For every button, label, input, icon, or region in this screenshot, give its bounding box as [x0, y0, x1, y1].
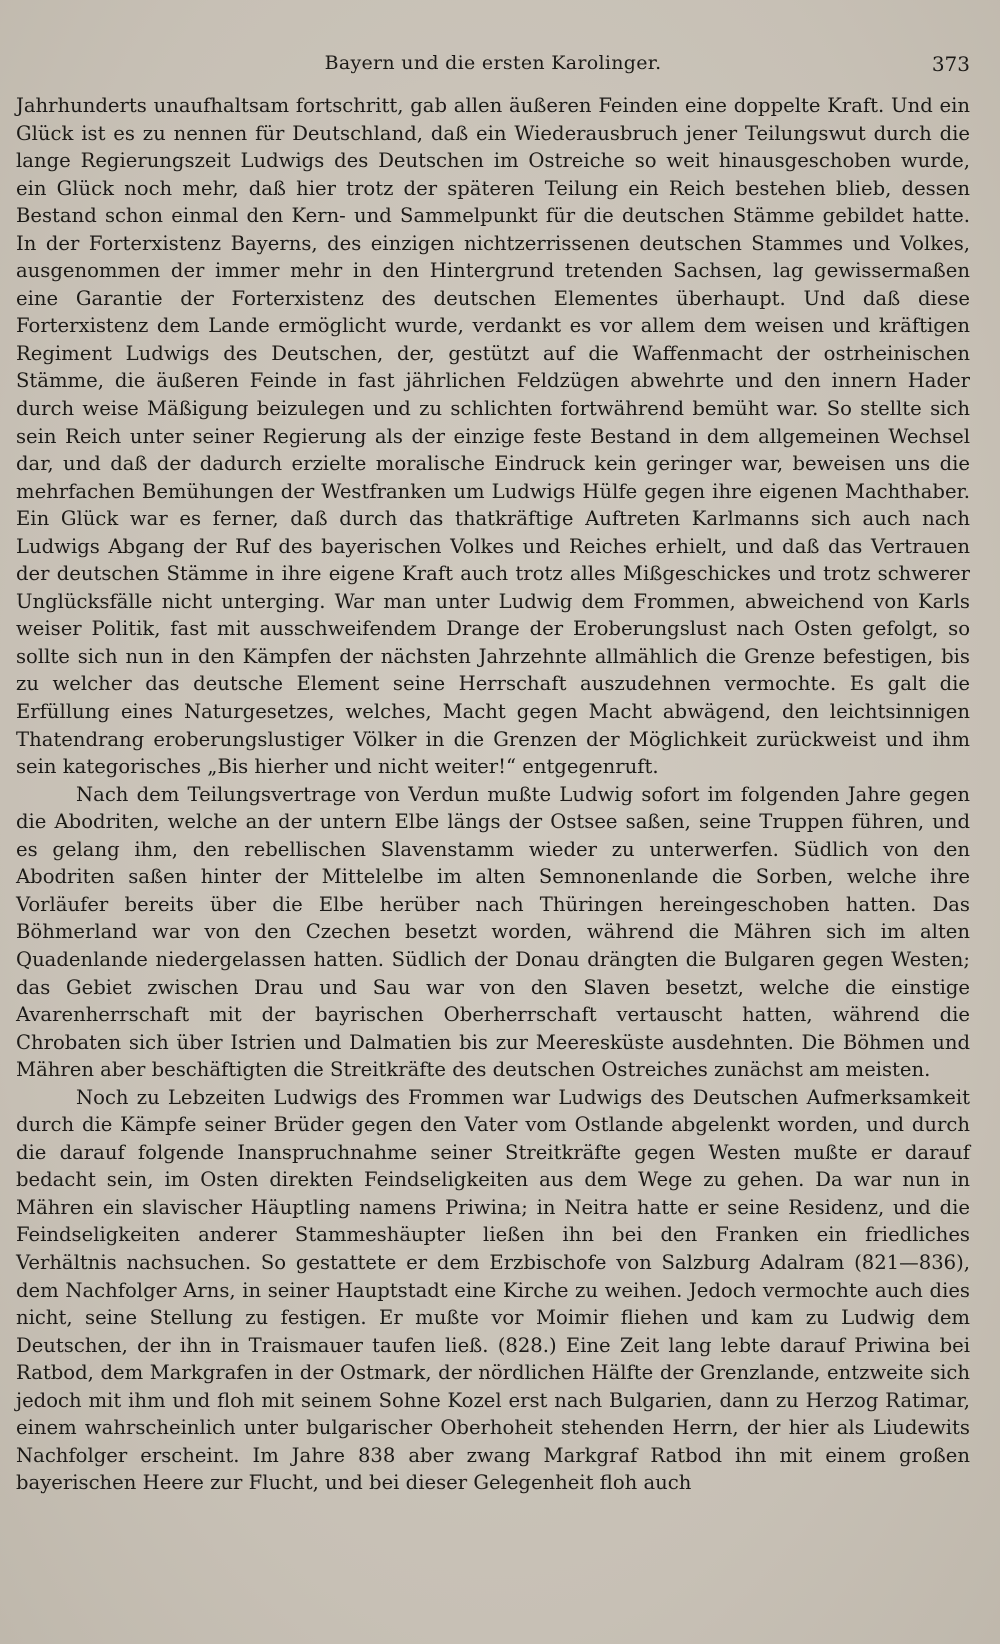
- running-title: Bayern und die ersten Karolinger.: [324, 52, 662, 74]
- page-header: [16, 52, 970, 92]
- paragraph-2: Nach dem Teilungsvertrage von Verdun mußte Ludwig sofort im folgenden Jahre gegen die Abodriten, welche an der untern Elbe längs der Ostsee saßen, seine Truppen führen, und es gelang ihm, den rebellischen Slavenstamm wieder zu unterwerfen. Südlich von den Abodriten saßen hinter der Mittelelbe im alten Semnonenlande die Sorben, welche ihre Vorläufer bereits über die Elbe herüber nach Thüringen hereingeschoben hatten. Das Böhmerland war von den Czechen besetzt worden, während die Mähren sich im alten Quadenlande niedergelassen hatten. Südlich der Donau drängten die Bulgaren gegen Westen; das Gebiet zwischen Drau und Sau war von den Slaven besetzt, welche die einstige Avarenherrschaft mit der bayrischen Oberherrschaft vertauscht hatten, während die Chrobaten sich über Istrien und Dalmatien bis zur Meeresküste ausdehnten. Die Böhmen und Mähren aber beschäftigten die Streitkräfte des deutschen Ostreiches zunächst am meisten.: [16, 782, 970, 1082]
- paragraph-3: Noch zu Lebzeiten Ludwigs des Frommen war Ludwigs des Deutschen Aufmerksamkeit durch die Kämpfe seiner Brüder gegen den Vater vom Ostlande abgelenkt worden, und durch die darauf folgende Inanspruchnahme seiner Streitkräfte gegen Westen mußte er darauf bedacht sein, im Osten direkten Feindseligkeiten aus dem Wege zu gehen. Da war nun in Mähren ein slavischer Häuptling namens Priwina; in Neitra hatte er seine Residenz, und die Feindseligkeiten anderer Stammeshäupter ließen ihn bei den Franken ein friedliches Verhältnis nachsuchen. So gestattete er dem Erzbischofe von Salzburg Adalram (821—836), dem Nachfolger Arns, in seiner Hauptstadt eine Kirche zu weihen. Jedoch vermochte auch dies nicht, seine Stellung zu festigen. Er mußte vor Moimir fliehen und kam zu Ludwig dem Deutschen, der ihn in Traismauer taufen ließ. (828.) Eine Zeit lang lebte darauf Priwina bei Ratbod, dem Markgrafen in der Ostmark, der nördlichen Hälfte der Grenzlande, entzweite sich jedoch mit ihm und floh mit seinem Sohne Kozel erst nach Bulgarien, dann zu Herzog Ratimar, einem wahrscheinlich unter bulgarischer Oberhoheit stehenden Herrn, der hier als Liudewits Nachfolger erscheint. Im Jahre 838 aber zwang Markgraf Ratbod ihn mit einem großen bayerischen Heere zur Flucht, und bei dieser Gelegenheit floh auch: [16, 1085, 970, 1495]
- body-text: [16, 92, 970, 1497]
- paragraph-1: Jahrhunderts unaufhaltsam fortschritt, gab allen äußeren Feinden eine doppelte Kraft. Und ein Glück ist es zu nennen für Deutschland, daß ein Wiederausbruch jener Teilungswut durch die lange Regierungszeit Ludwigs des Deutschen im Ostreiche so weit hinausgeschoben wurde, ein Glück noch mehr, daß hier trotz der späteren Teilung ein Reich bestehen blieb, dessen Bestand schon einmal den Kern- und Sammelpunkt für die deutschen Stämme gebildet hatte. In der Forterxistenz Bayerns, des einzigen nichtzerrissenen deutschen Stammes und Volkes, ausgenommen der immer mehr in den Hintergrund tretenden Sachsen, lag gewissermaßen eine Garantie der Forterxistenz des deutschen Elementes überhaupt. Und daß diese Forterxistenz dem Lande ermöglicht wurde, verdankt es vor allem dem weisen und kräftigen Regiment Ludwigs des Deutschen, der, gestützt auf die Waffenmacht der ostrheinischen Stämme, die äußeren Feinde in fast jährlichen Feldzügen abwehrte und den innern Hader durch weise Mäßigung beizulegen und zu schlichten fortwährend bemüht war. So stellte sich sein Reich unter seiner Regierung als der einzige feste Bestand in dem allgemeinen Wechsel dar, und daß der dadurch erzielte moralische Eindruck kein geringer war, beweisen uns die mehrfachen Bemühungen der Westfranken um Ludwigs Hülfe gegen ihre eigenen Machthaber. Ein Glück war es ferner, daß durch das thatkräftige Auftreten Karlmanns sich auch nach Ludwigs Abgang der Ruf des bayerischen Volkes und Reiches erhielt, und daß das Vertrauen der deutschen Stämme in ihre eigene Kraft auch trotz alles Mißgeschickes und trotz schwerer Unglücksfälle nicht unterging. War man unter Ludwig dem Frommen, abweichend von Karls weiser Politik, fast mit ausschweifendem Drange der Eroberungslust nach Osten gefolgt, so sollte sich nun in den Kämpfen der nächsten Jahrzehnte allmählich die Grenze befestigen, bis zu welcher das deutsche Element seine Herrschaft auszudehnen vermochte. Es galt die Erfüllung eines Naturgesetzes, welches, Macht gegen Macht abwägend, den leichtsinnigen Thatendrang eroberungslustiger Völker in die Grenzen der Möglichkeit zurückweist und ihm sein kategorisches „Bis hierher und nicht weiter!“ entgegenruft.: [16, 94, 970, 779]
- page-number: 373: [931, 52, 970, 76]
